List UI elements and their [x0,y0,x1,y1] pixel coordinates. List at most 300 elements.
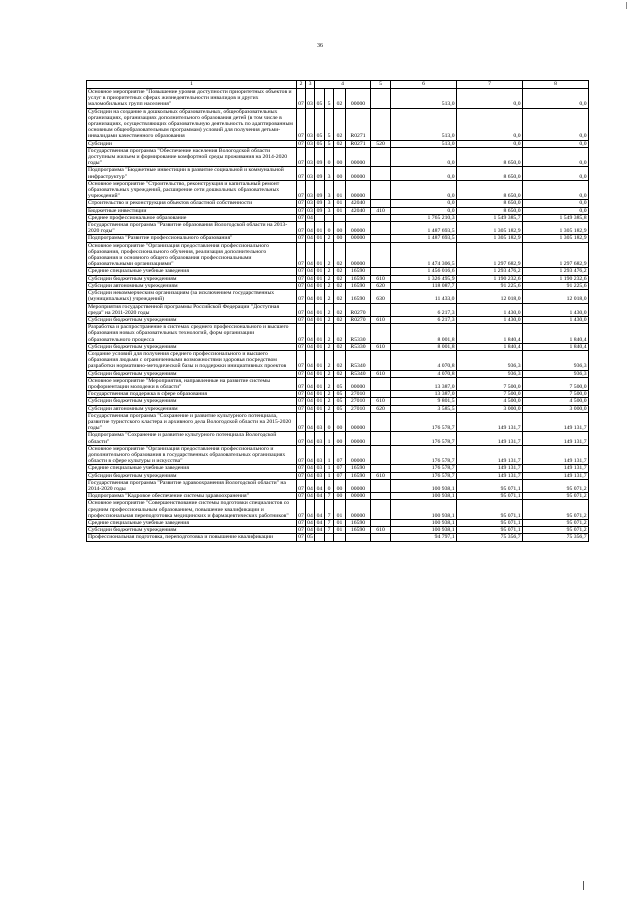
table-row [87,350,589,370]
amount-col-6: 176 578,7 [391,432,457,445]
amount-col-7: 1 305 182,9 [457,222,523,235]
amount-col-6: 0,0 [391,180,457,200]
code-subprogram: 1 [325,465,334,472]
code-program: 03 [315,472,325,479]
table-row [87,167,589,180]
code-subsection: 03 [306,89,315,109]
amount-col-7: 3 000,0 [457,405,523,412]
table-row [87,405,589,412]
code-program: 01 [315,290,325,303]
code-section: 07 [298,370,304,377]
table-row [87,316,589,323]
amount-col-7: 1 840,4 [457,324,523,344]
code-program: 09 [315,180,325,200]
code-direction: 00000 [346,235,371,242]
code-program: 03 [315,412,325,432]
code-event: 02 [334,268,346,275]
code-subsection: 04 [306,500,315,520]
code-section: 07 [298,235,304,242]
expense-type [371,534,391,541]
amount-col-7: 149 131,7 [457,412,523,432]
code-event: 02 [334,290,346,303]
amount-col-8: 91 225,6 [523,282,589,289]
amount-col-6: 100 938,1 [391,520,457,527]
amount-col-7: 1 549 385,7 [457,214,523,221]
code-direction: 27010 [346,391,371,398]
code-direction: 00000 [346,493,371,500]
code-direction: R0270 [346,316,371,323]
amount-col-6: 513,0 [391,89,457,109]
code-direction: 16590 [346,290,371,303]
table-row [87,391,589,398]
code-program: 01 [315,282,325,289]
code-section: 07 [297,242,306,268]
amount-col-7: 0,0 [457,140,523,147]
table-row [87,479,589,492]
code-subsection: 04 [307,527,313,534]
code-subprogram: 2 [325,377,334,390]
row-name: Субсидии бюджетным учреждениям [87,275,297,282]
expense-type: 610 [371,343,391,350]
row-name: Субсидии бюджетным учреждениям [87,370,297,377]
amount-col-6: 100 938,1 [391,493,457,500]
amount-col-7: 7 500,0 [457,377,523,390]
table-row [87,282,589,289]
amount-col-6: 4 070,8 [391,370,457,377]
row-name: Подпрограмма "Бюджетные инвестиции в развитие социальной и коммунальной инфраструктур" [87,167,297,180]
code-event: 02 [334,140,346,147]
code-program: 01 [315,350,325,370]
table-row [87,432,589,445]
code-subprogram: 2 [325,316,334,323]
amount-col-8: 1 840,4 [523,324,589,344]
code-subsection: 04 [306,432,315,445]
header-cell: 6 [391,81,457,89]
row-name: Субсидии на создание в дошкольных образовательных, общеобразовательных организациях, организациях дополнительного образования детей (в том числе в организациях, осуществляющих образовательную деятельность по адаптированным основным общеобразовательным программам) условий для получения детьми-инвалидами качественного образования [87,108,297,140]
header-cell: 3 [306,81,315,89]
expense-type [371,432,391,445]
row-name: Строительство и реконструкция объектов областной собственности [87,200,297,207]
table-row [87,222,589,235]
expense-type [371,303,391,316]
code-event: 01 [334,200,346,207]
code-program: 09 [315,147,325,167]
amount-col-6: 118 087,7 [391,282,457,289]
table-row [87,377,589,390]
amount-col-7: 0,0 [457,108,523,140]
amount-col-8: 3 000,0 [523,405,589,412]
amount-col-8: 1 840,4 [523,343,589,350]
code-direction [346,534,371,541]
code-event: 07 [334,465,346,472]
code-subsection: 04 [307,316,313,323]
expense-type [371,167,391,180]
amount-col-6: 9 801,5 [391,398,457,405]
expense-type: 610 [371,527,391,534]
code-subprogram [325,534,334,541]
code-subsection: 03 [306,108,315,140]
table-row [87,527,589,534]
code-subsection: 04 [306,290,315,303]
amount-col-7: 1 430,0 [457,316,523,323]
expense-type [371,89,391,109]
code-subsection: 05 [307,534,313,541]
code-subsection: 04 [306,350,315,370]
code-subprogram: 2 [325,282,334,289]
code-subsection: 03 [307,207,313,214]
table-row [87,200,589,207]
row-name: Субсидии автономным учреждениям [87,405,297,412]
amount-col-8: 1 305 182,9 [523,222,589,235]
expense-type: 620 [371,405,391,412]
header-cell: 2 [297,81,306,89]
amount-col-6: 0,0 [391,147,457,167]
table-row [87,472,589,479]
code-section: 07 [298,214,304,221]
amount-col-6: 1 474 306,5 [391,242,457,268]
amount-col-8: 1 305 182,9 [523,235,589,242]
code-program: 09 [315,207,325,214]
code-direction: 42040 [346,200,371,207]
table-row [87,268,589,275]
code-subprogram: 5 [325,140,334,147]
row-name: Субсидии [87,140,297,147]
code-section: 07 [297,108,306,140]
expense-type: 410 [371,207,391,214]
code-section: 07 [297,377,306,390]
amount-col-6: 1 765 210,3 [391,214,457,221]
amount-col-8: 1 430,0 [523,303,589,316]
table-row [87,520,589,527]
code-subsection: 04 [307,282,313,289]
amount-col-8: 4 500,0 [523,398,589,405]
code-section: 07 [297,290,306,303]
amount-col-7: 95 071,1 [457,500,523,520]
row-name: Основное мероприятие "Организация предоставления профессионального образования, профессионального обучения, реализация дополнительного образования и основного общего образования профессиональными образовательными организациями" [87,242,297,268]
table-row [87,147,589,167]
amount-col-8: 0,0 [523,140,589,147]
amount-col-6: 13 387,0 [391,391,457,398]
code-event: 00 [334,147,346,167]
code-subsection: 04 [306,222,315,235]
table-body [87,89,589,542]
amount-col-8: 1 297 682,9 [523,242,589,268]
expense-type [371,465,391,472]
row-name: Субсидии некоммерческим организациям (за исключением государственных (муниципальных) учреждений) [87,290,297,303]
amount-col-7: 8 650,0 [457,147,523,167]
code-event: 00 [334,412,346,432]
amount-col-8: 1 549 385,8 [523,214,589,221]
code-program: 04 [315,520,325,527]
amount-col-7: 149 131,7 [457,445,523,465]
code-program: 01 [315,242,325,268]
amount-col-8: 95 071,2 [523,479,589,492]
amount-col-7: 149 131,7 [457,432,523,445]
code-event: 07 [334,472,346,479]
amount-col-6: 6 217,3 [391,316,457,323]
expense-type: 620 [371,282,391,289]
amount-col-7: 1 293 476,2 [457,268,523,275]
code-subsection: 04 [307,391,313,398]
row-name: Мероприятия государственной программы Российской Федерации "Доступная среда" на 2011-2020 годы [87,303,297,316]
code-program [315,534,325,541]
code-subprogram [325,214,334,221]
row-name: Субсидии бюджетным учреждениям [87,398,297,405]
code-subsection: 03 [306,147,315,167]
row-name: Среднее профессиональное образование [87,214,297,221]
code-program [315,214,325,221]
amount-col-8: 936,3 [523,350,589,370]
expense-type: 630 [371,290,391,303]
code-subprogram: 1 [325,445,334,465]
amount-col-8: 936,3 [523,370,589,377]
expense-type: 610 [371,275,391,282]
code-subprogram: 7 [325,500,334,520]
code-subprogram: 2 [325,405,334,412]
code-subsection: 04 [307,275,313,282]
code-direction: 00000 [346,89,371,109]
row-name: Профессиональная подготовка, переподготовка и повышение квалификации [87,534,297,541]
code-event: 02 [334,343,346,350]
code-subsection: 04 [306,242,315,268]
code-direction: 00000 [346,242,371,268]
header-cell: 1 [87,81,297,89]
code-program: 01 [315,316,325,323]
code-subsection: 04 [306,324,315,344]
amount-col-6: 100 938,1 [391,479,457,492]
amount-col-7: 95 071,1 [457,527,523,534]
code-event: 05 [334,391,346,398]
code-direction: R5330 [346,324,371,344]
code-direction: 00000 [346,432,371,445]
code-section: 07 [297,432,306,445]
code-program: 05 [315,108,325,140]
code-program: 01 [315,343,325,350]
code-event: 01 [334,180,346,200]
expense-type [371,180,391,200]
expense-type [371,242,391,268]
table-row [87,465,589,472]
row-name: Подпрограмма "Сохранение и развитие культурного потенциала Вологодской области" [87,432,297,445]
code-event: 07 [334,445,346,465]
amount-col-8: 95 071,2 [523,493,589,500]
row-name: Субсидии бюджетным учреждениям [87,343,297,350]
code-subprogram: 0 [325,479,334,492]
code-program: 01 [315,324,325,344]
code-section: 07 [298,268,304,275]
expense-type [371,493,391,500]
code-program: 04 [315,479,325,492]
header-cell: 5 [371,81,391,89]
code-event: 02 [334,275,346,282]
amount-col-7: 1 430,0 [457,303,523,316]
row-name: Основное мероприятие "Строительство, реконструкция и капитальный ремонт образовательных учреждений, расширение сети дошкольных образовательных учреждений" [87,180,297,200]
amount-col-8: 0,0 [523,167,589,180]
amount-col-6: 1 487 693,5 [391,222,457,235]
expense-type [371,324,391,344]
code-program: 05 [315,140,325,147]
code-program: 04 [315,493,325,500]
code-section: 07 [298,282,304,289]
amount-col-7: 149 131,7 [457,472,523,479]
amount-col-7: 8 650,0 [457,200,523,207]
expense-type [371,391,391,398]
expense-type [371,268,391,275]
amount-col-7: 8 650,0 [457,180,523,200]
code-subprogram: 0 [325,412,334,432]
amount-col-7: 936,3 [457,350,523,370]
row-name: Создание условий для получения среднего профессионального и высшего образования людьми с ограниченными возможностями здоровья посредством разработки нормативно-методической базы и поддержки инициативных проектов [87,350,297,370]
code-direction: 16590 [346,268,371,275]
amount-col-6: 1 487 693,5 [391,235,457,242]
amount-col-7: 8 650,0 [457,207,523,214]
amount-col-7: 1 190 232,6 [457,275,523,282]
code-program: 01 [315,275,325,282]
code-direction: R5340 [346,350,371,370]
table-row [87,303,589,316]
code-program: 01 [315,398,325,405]
table-row [87,398,589,405]
code-subsection: 04 [307,268,313,275]
amount-col-8: 0,0 [523,207,589,214]
code-subprogram: 2 [325,303,334,316]
code-event: 00 [334,235,346,242]
table-row [87,500,589,520]
amount-col-8: 0,0 [523,200,589,207]
amount-col-8: 1 430,0 [523,316,589,323]
amount-col-8: 149 131,7 [523,412,589,432]
code-subsection: 03 [306,167,315,180]
code-subsection: 04 [307,520,313,526]
code-subsection: 04 [306,303,315,316]
header-row [87,81,589,89]
code-subprogram: 2 [325,398,334,405]
code-direction: 00000 [346,479,371,492]
row-name: Субсидии бюджетным учреждениям [87,472,297,479]
code-event: 00 [334,493,346,500]
expense-type [371,235,391,242]
code-event: 02 [334,370,346,377]
row-name: Основное мероприятие "Повышение уровня доступности приоритетных объектов и услуг в приоритетных сферах жизнедеятельности инвалидов и других маломобильных групп населения" [87,89,297,109]
code-subprogram: 2 [325,324,334,344]
row-name: Субсидии автономным учреждениям [87,282,297,289]
row-name: Основное мероприятие "Мероприятия, направленные на развитие системы профориентации молодежи в области" [87,377,297,390]
expense-type [371,412,391,432]
code-subprogram: 7 [325,520,334,527]
amount-col-6: 176 578,7 [391,412,457,432]
code-program: 05 [315,89,325,109]
code-program: 01 [315,377,325,390]
amount-col-6: 100 938,1 [391,527,457,534]
expense-type [371,445,391,465]
amount-col-8: 95 071,2 [523,527,589,534]
code-section: 07 [297,303,306,316]
table-row [87,180,589,200]
amount-col-7: 95 071,1 [457,520,523,527]
code-section: 07 [297,89,306,109]
code-program: 04 [315,527,325,534]
amount-col-7: 0,0 [457,89,523,109]
amount-col-8: 7 500,0 [523,391,589,398]
expense-type [371,147,391,167]
expense-type [371,200,391,207]
table-row [87,445,589,465]
amount-col-8: 0,0 [523,89,589,109]
code-direction: R0270 [346,303,371,316]
row-name: Подпрограмма "Развитие профессионального образования" [87,235,297,242]
amount-col-6: 4 070,8 [391,350,457,370]
code-direction [346,214,371,221]
code-direction: 00000 [346,500,371,520]
code-event: 05 [334,405,346,412]
code-direction: 27010 [346,398,371,405]
code-event: 02 [334,350,346,370]
code-subprogram: 1 [325,472,334,479]
code-subprogram: 3 [325,207,334,214]
amount-col-7: 1 840,4 [457,343,523,350]
code-subsection: 03 [307,140,313,147]
code-event: 01 [334,207,346,214]
table-row [87,324,589,344]
code-section: 07 [298,316,304,323]
code-subprogram: 2 [325,268,334,275]
code-event: 05 [334,377,346,390]
code-subsection: 04 [307,370,313,377]
code-section: 07 [297,412,306,432]
row-name: Государственная поддержка в сфере образования [87,391,297,398]
code-event: 05 [334,398,346,405]
code-subsection: 03 [306,180,315,200]
code-event: 00 [334,222,346,235]
expense-type [371,222,391,235]
row-name: Основное мероприятие "Совершенствование системы подготовки специалистов со средним профессиональным образованием, повышение квалификации и профессиональная переподготовка медицинских и фармацевтических работников" [87,500,297,520]
code-event: 02 [334,242,346,268]
code-subprogram: 7 [325,493,334,500]
code-direction: 16590 [346,472,371,479]
code-subprogram: 2 [325,391,334,398]
expense-type [371,479,391,492]
code-direction: R5330 [346,343,371,350]
amount-col-8: 75 356,7 [523,534,589,541]
code-subsection: 04 [306,377,315,390]
amount-col-7: 1 305 182,9 [457,235,523,242]
code-subsection: 04 [307,343,313,350]
row-name: Разработка и распространение в системах среднего профессионального и высшего образования новых образовательных технологий, форм организации образовательного процесса [87,324,297,344]
code-subprogram: 5 [325,89,334,109]
code-subprogram: 0 [325,147,334,167]
code-event: 00 [334,167,346,180]
code-direction: 42040 [346,207,371,214]
code-direction: 16590 [346,527,371,534]
code-subprogram: 3 [325,180,334,200]
table-row [87,412,589,432]
amount-col-7: 149 131,7 [457,465,523,472]
code-subprogram: 7 [325,527,334,534]
amount-col-7: 12 018,0 [457,290,523,303]
amount-col-6: 176 578,7 [391,472,457,479]
code-program: 03 [315,432,325,445]
code-direction: 16590 [346,465,371,472]
code-program: 01 [315,391,325,398]
scan-edge-mark [583,881,584,890]
code-section: 07 [297,324,306,344]
table-row [87,493,589,500]
amount-col-6: 1 326 495,9 [391,275,457,282]
code-section: 07 [297,167,306,180]
code-program: 03 [315,465,325,472]
amount-col-8: 149 131,7 [523,472,589,479]
code-subsection: 03 [307,200,313,207]
